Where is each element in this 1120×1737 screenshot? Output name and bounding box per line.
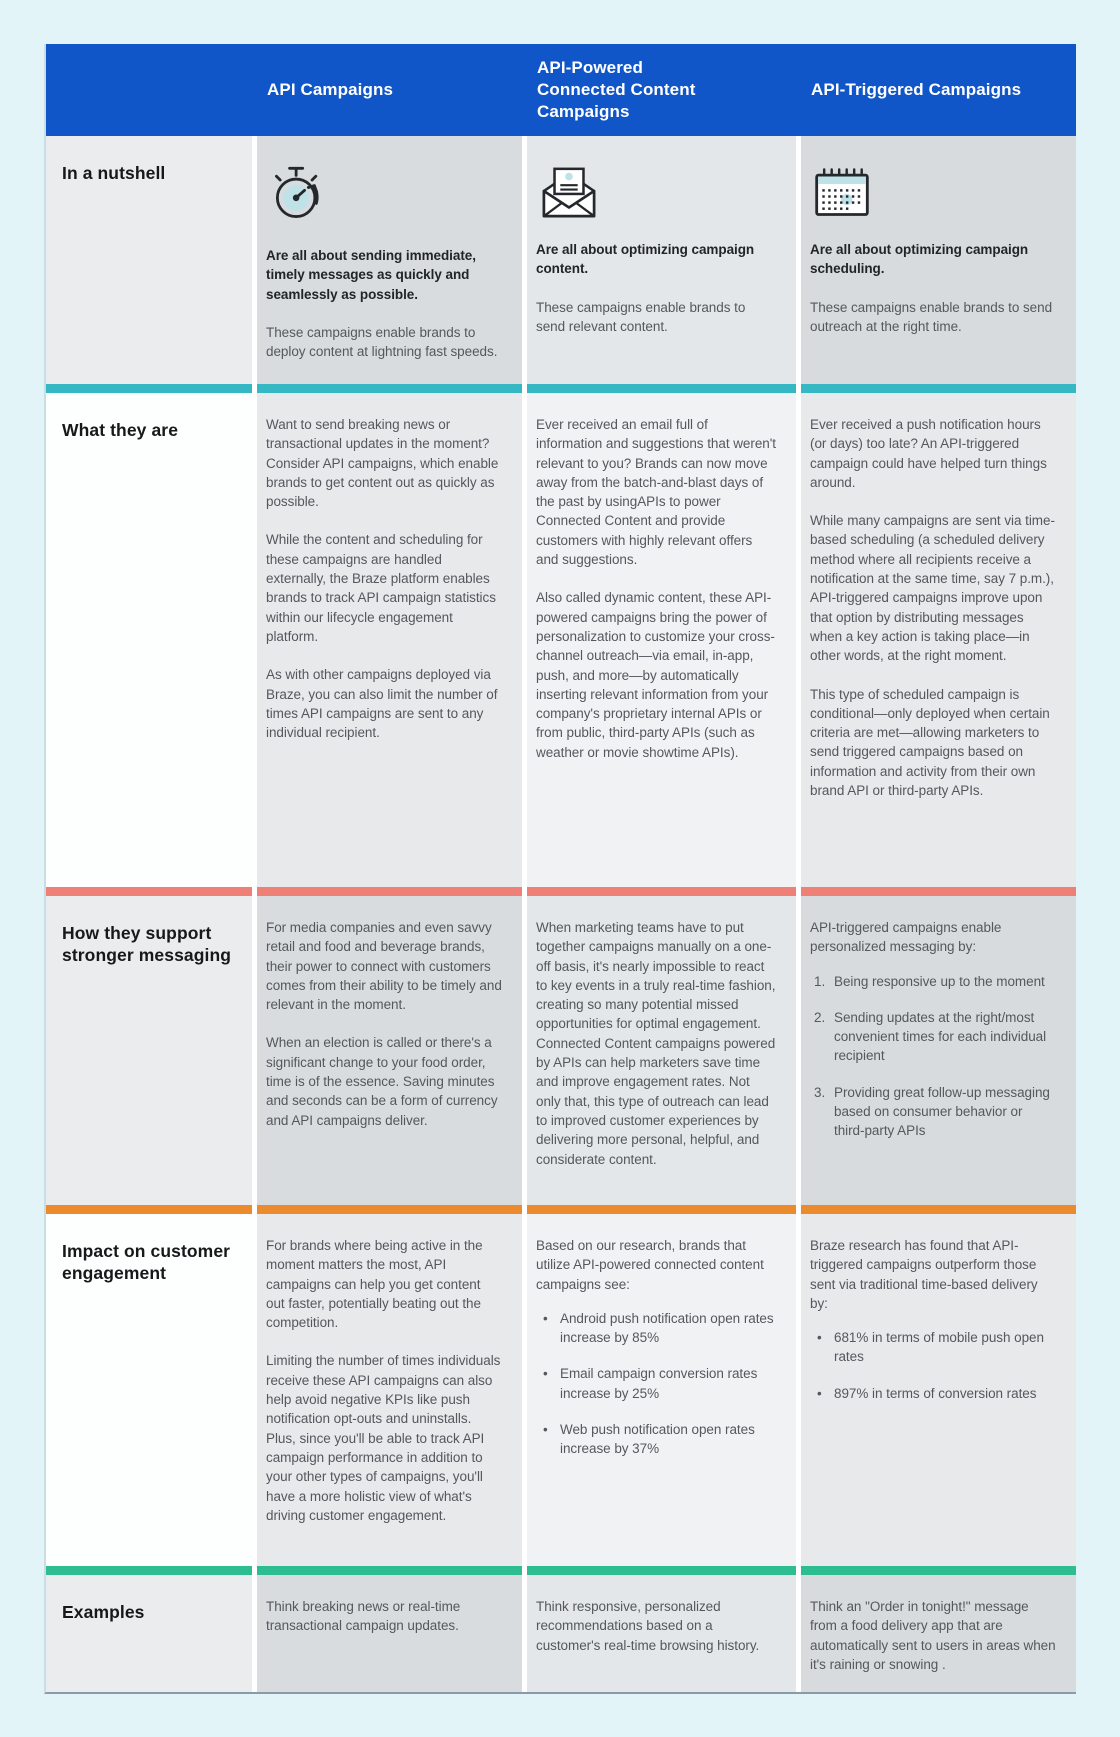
table-cell [257,1575,522,1692]
list-item [540,1309,776,1348]
list-item [814,972,1056,991]
list-item [540,1420,776,1459]
divider-segment [527,887,796,896]
cell-paragraph: While many campaigns are sent via time-based scheduling (a scheduled delivery method where all recipients receive a notification at the same time, say 7 p.m.), API-triggered campaigns improve upon that option by distributing messages when a key action is taking place—in other words, at the right moment. [810,513,1055,664]
numbered-list [810,972,1056,1141]
list-item-text: Android push notification open rates increase by 85% [560,1310,774,1346]
cell-paragraph: This type of scheduled campaign is conditional—only deployed when certain criteria are met—allowing marketers to send triggered campaigns based on information and activity from their own brand API or third-party APIs. [810,686,1050,799]
table-row [46,1575,1076,1692]
table-header [46,44,1076,136]
divider-segment [801,1205,1076,1214]
header-api-triggered-campaigns: API-Triggered Campaigns [811,80,1022,100]
list-number: 1. [814,973,826,989]
cell-paragraph: Ever received an email full of information and suggestions that weren't relevant to you? Brands can now move away from the batch-and-blast days of the past by usingAPIs to power Connected Content and provide customers with highly relevant offers and suggestions. [536,417,776,568]
envelope-icon [538,164,776,220]
list-number: 2. [814,1009,826,1025]
bullet-list [536,1309,776,1459]
list-item [814,1083,1056,1141]
cell-paragraph: These campaigns enable brands to deploy content at lightning fast speeds. [266,324,498,360]
list-number: 3. [814,1084,826,1100]
cell-paragraph: Want to send breaking news or transactional updates in the moment? Consider API campaigns, which enable brands to get content out as quickly as possible. [266,417,499,510]
cell-paragraph: API-triggered campaigns enable personalized messaging by: [810,920,1002,955]
table-cell [527,1575,796,1692]
list-item-text: Web push notification open rates increase by 37% [560,1422,755,1457]
divider-segment [527,384,796,393]
divider-segment [527,1566,796,1575]
cell-paragraph: Based on our research, brands that utilize API-powered connected content campaigns see: [536,1238,764,1292]
table-cell [527,136,796,384]
section-divider-bar [46,384,1076,393]
divider-segment [257,1566,522,1575]
table-body [46,136,1076,1692]
table-cell [257,393,522,887]
row-label: In a nutshell [46,136,252,384]
divider-segment [801,384,1076,393]
table-cell [257,1214,522,1566]
cell-paragraph: As with other campaigns deployed via Braze, you can also limit the number of times API campaigns are sent to any individual recipient. [266,667,498,741]
comparison-table [44,44,1076,1694]
divider-segment [46,887,252,896]
bullet-icon: • [543,1422,548,1438]
cell-paragraph: Limiting the number of times individuals receive these API campaigns can also help avoid negative KPIs like push notification opt-outs and uninstalls. Plus, since you'll be able to track API campaign performance in addition to your other types of campaigns, you'll have a more holistic view of what's driving customer engagement. [266,1353,501,1523]
divider-segment [257,887,522,896]
cell-paragraph: Also called dynamic content, these API-powered campaigns bring the power of personalization to customize your cross-channel outreach—via email, in-app, push, and more—by automatically inserting relevant information from your company's proprietary internal APIs or from public, third-party APIs (such as weather or movie showtime APIs). [536,590,775,760]
table-row [46,393,1076,887]
bullet-icon: • [817,1385,822,1401]
cell-paragraph: While the content and scheduling for these campaigns are handled externally, the Braze platform enables brands to track API campaign statistics within our lifecycle engagement platform. [266,532,496,644]
divider-segment [46,1566,252,1575]
row-label: How they support stronger messaging [46,896,252,1205]
list-item [540,1364,776,1403]
cell-paragraph: For media companies and even savvy retail and food and beverage brands, their power to connect with customers comes from their ability to be timely and relevant in the moment. [266,920,502,1013]
header-cell-empty [46,80,252,100]
table-row [46,896,1076,1205]
cell-lead-text: Are all about optimizing campaign content. [536,242,755,277]
table-cell [527,393,796,887]
list-item [814,1328,1056,1367]
cell-paragraph: Think breaking news or real-time transactional campaign updates. [266,1599,461,1634]
table-cell [527,896,796,1205]
table-cell [801,393,1076,887]
table-row [46,136,1076,384]
cell-paragraph: These campaigns enable brands to send outreach at the right time. [810,299,1053,334]
list-item [814,1384,1056,1403]
table-row [46,1214,1076,1566]
header-api-powered-connected-content-campaigns: API-Powered Connected Content Campaigns [537,58,696,121]
divider-segment [46,1205,252,1214]
row-label: What they are [46,393,252,887]
table-cell [801,1214,1076,1566]
cell-paragraph: These campaigns enable brands to send relevant content. [536,299,746,334]
list-item-text: 897% in terms of conversion rates [834,1385,1037,1401]
divider-segment [46,384,252,393]
list-item-text: Providing great follow-up messaging based on consumer behavior or third-party APIs [834,1084,1050,1139]
divider-segment [527,1205,796,1214]
section-divider-bar [46,1566,1076,1575]
table-cell [801,896,1076,1205]
table-cell [801,136,1076,384]
divider-segment [257,1205,522,1214]
stopwatch-icon [268,164,502,226]
section-divider-bar [46,1205,1076,1214]
list-item [814,1008,1056,1066]
cell-lead-text: Are all about optimizing campaign scheduling. [810,242,1029,277]
cell-paragraph: When marketing teams have to put together campaigns manually on a one-off basis, it's nearly impossible to react to key events in a truly real-time fashion, creating so many potential missed opportunities for optimal engagement. Connected Content campaigns powered by APIs can help marketers save time and improve engagement rates. Not only that, this type of outreach can lead to improved customer experiences by delivering more personal, helpful, and considerate content. [536,920,776,1167]
header-api-campaigns: API Campaigns [267,80,393,100]
cell-lead-text: Are all about sending immediate, timely messages as quickly and seamlessly as possible. [266,248,476,302]
cell-paragraph: Think an "Order in tonight!" message from a food delivery app that are automatically sent to users in areas when it's raining or snowing . [810,1599,1056,1672]
divider-segment [257,384,522,393]
list-item-text: Being responsive up to the moment [834,973,1045,989]
divider-segment [801,1566,1076,1575]
table-cell [257,136,522,384]
row-label: Examples [46,1575,252,1692]
divider-segment [801,887,1076,896]
cell-paragraph: When an election is called or there's a significant change to your food order, time is of the essence. Saving minutes and seconds can be a form of currency and API campaigns deliver. [266,1035,498,1128]
cell-paragraph: Braze research has found that API-triggered campaigns outperform those sent via traditional time-based delivery by: [810,1238,1038,1311]
table-cell [257,896,522,1205]
cell-paragraph: Think responsive, personalized recommendations based on a customer's real-time browsing history. [536,1599,760,1653]
bullet-icon: • [543,1366,548,1382]
list-item-text: Email campaign conversion rates increase by 25% [560,1366,758,1401]
bullet-icon: • [543,1310,548,1326]
section-divider-bar [46,887,1076,896]
cell-paragraph: Ever received a push notification hours (or days) too late? An API-triggered campaign could have helped turn things around. [810,417,1047,490]
table-cell [527,1214,796,1566]
table-cell [801,1575,1076,1692]
row-label: Impact on customer engagement [46,1214,252,1566]
bullet-icon: • [817,1330,822,1346]
list-item-text: Sending updates at the right/most convenient times for each individual recipient [834,1009,1047,1064]
calendar-icon [812,164,1056,220]
bullet-list [810,1328,1056,1403]
list-item-text: 681% in terms of mobile push open rates [834,1330,1044,1365]
cell-paragraph: For brands where being active in the moment matters the most, API campaigns can help you get content out faster, potentially beating out the competition. [266,1238,483,1331]
